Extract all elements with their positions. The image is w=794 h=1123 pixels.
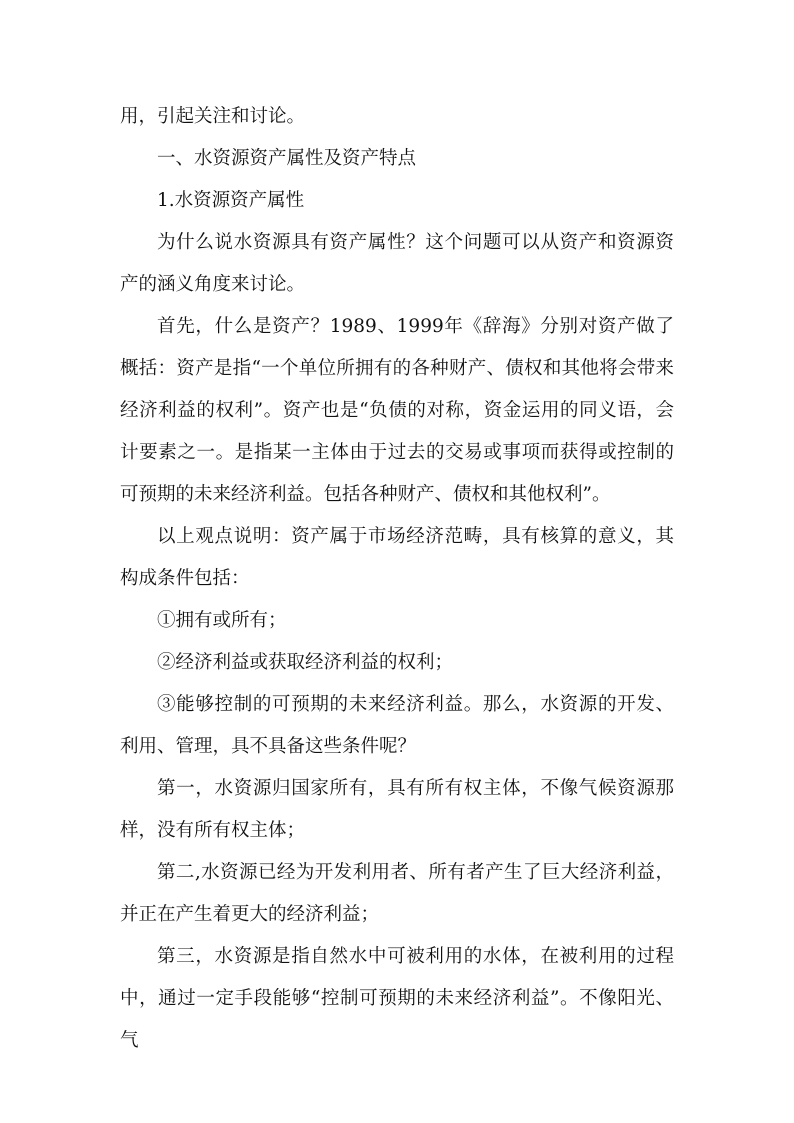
paragraph: 第一，水资源归国家所有，具有所有权主体，不像气候资源那样，没有所有权主体；	[120, 778, 674, 841]
paragraph: 为什么说水资源具有资产属性？这个问题可以从资产和资源资产的涵义角度来讨论。	[120, 232, 674, 295]
paragraph: 首先，什么是资产？1989、1999年《辞海》分别对资产做了概括：资产是指“一个单位所拥有的各种财产、债权和其他将会带来经济利益的权利”。资产也是“负债的对称，资金运用的同义语，会计要素之一。是指某一主体由于过去的交易或事项而获得或控制的可预期的未来经济利益。包括各种财产、债权和其他权利”。	[120, 316, 674, 505]
subsection-heading: 1.水资源资产属性	[157, 190, 305, 211]
list-item: ①拥有或所有；	[157, 610, 287, 631]
list-item: ②经济利益或获取经济利益的权利；	[157, 652, 454, 673]
document-body	[120, 96, 674, 1062]
paragraph-continuation: 用，引起关注和讨论。	[120, 106, 306, 127]
list-item: ③能够控制的可预期的未来经济利益。那么，水资源的开发、利用、管理，具不具备这些条件呢？	[120, 694, 674, 757]
paragraph: 第二,水资源已经为开发利用者、所有者产生了巨大经济利益，并正在产生着更大的经济利益；	[120, 862, 674, 925]
paragraph: 以上观点说明：资产属于市场经济范畴，具有核算的意义，其构成条件包括：	[120, 526, 674, 589]
paragraph: 第三，水资源是指自然水中可被利用的水体，在被利用的过程中，通过一定手段能够“控制可预期的未来经济利益”。不像阳光、气	[120, 946, 674, 1051]
section-heading: 一、水资源资产属性及资产特点	[157, 148, 417, 169]
